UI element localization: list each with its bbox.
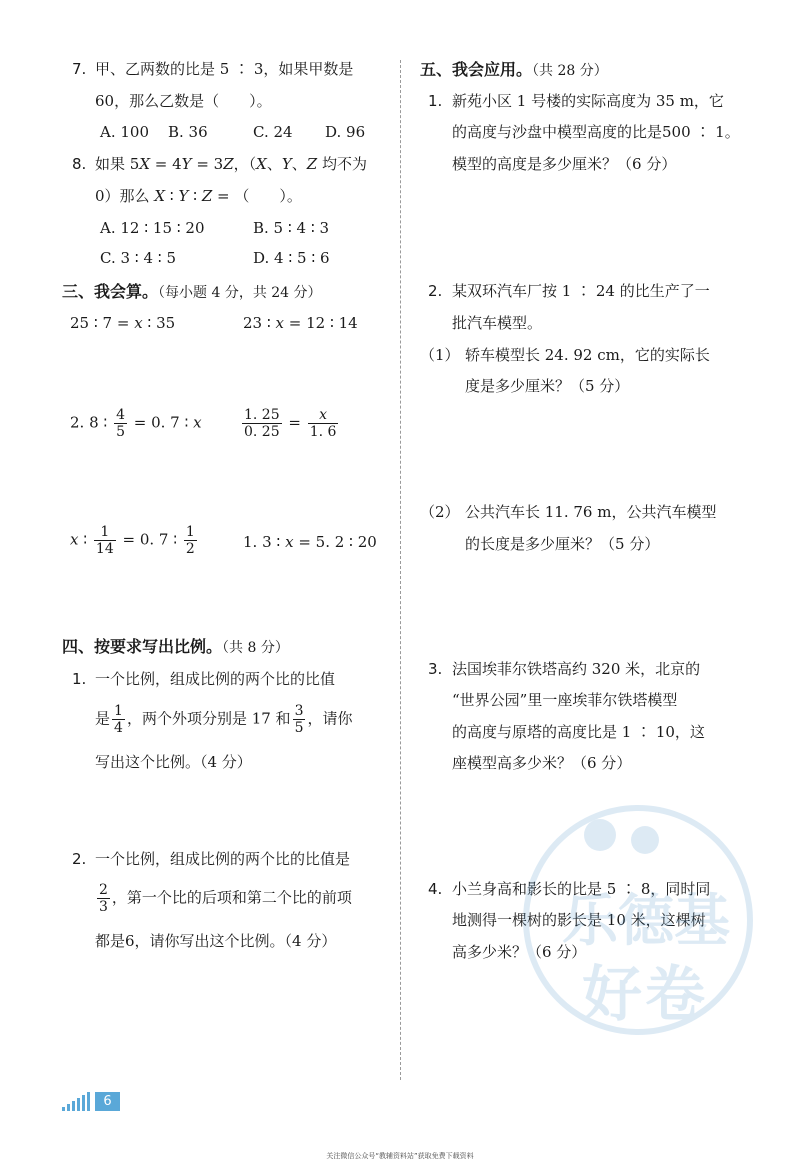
equation-3: 2. 8 ∶ $\frac{4}{5}$ = 0. 7 ∶ x <box>70 407 202 441</box>
q8-option-a: A. 12 ∶ 15 ∶ 20 <box>100 219 205 237</box>
s5-q4-line2: 地测得一棵树的影长是 10 米，这棵树 <box>452 911 706 929</box>
q8-option-d: D. 4 ∶ 5 ∶ 6 <box>253 249 330 267</box>
s5-q2-sub2-line2: 的长度是多少厘米？（5 分） <box>465 535 660 553</box>
q8-option-b: B. 5 ∶ 4 ∶ 3 <box>253 219 330 237</box>
q7-option-d: D. 96 <box>325 123 366 141</box>
section4-heading: 四、按要求写出比例。（共 8 分） <box>62 637 289 656</box>
section5-heading: 五、我会应用。（共 28 分） <box>420 60 608 79</box>
q7-line2: 60，那么乙数是（ ）。 <box>95 92 272 110</box>
q7-line1: 甲、乙两数的比是 5 ∶ 3，如果甲数是 <box>95 60 354 78</box>
s5-q2-number: 2. <box>428 282 443 300</box>
s5-q2-sub1-number: （1） <box>420 346 460 364</box>
page-number: 6 <box>95 1092 120 1111</box>
q7-option-a: A. 100 <box>100 123 149 141</box>
s5-q3-line2: “世界公园”里一座埃菲尔铁塔模型 <box>452 691 678 709</box>
column-divider <box>400 60 401 1080</box>
s5-q1-line3: 模型的高度是多少厘米？（6 分） <box>452 155 677 173</box>
s4-q1-number: 1. <box>72 670 87 688</box>
s4-q2-line3: 都是6，请你写出这个比例。（4 分） <box>95 932 337 950</box>
equation-6: 1. 3 ∶ x = 5. 2 ∶ 20 <box>243 533 377 551</box>
watermark-char-2: 德 <box>618 889 674 954</box>
s5-q2-line1: 某双环汽车厂按 1 ∶ 24 的比生产了一 <box>452 282 710 300</box>
q8-option-c: C. 3 ∶ 4 ∶ 5 <box>100 249 176 267</box>
s5-q3-line1: 法国埃菲尔铁塔高约 320 米，北京的 <box>452 660 701 678</box>
watermark-char-3: 基 <box>674 889 730 954</box>
s5-q2-line2: 批汽车模型。 <box>452 314 543 332</box>
s4-q2-line1: 一个比例，组成比例的两个比的比值是 <box>95 850 351 868</box>
equation-1: 25 ∶ 7 = x ∶ 35 <box>70 314 176 332</box>
s5-q2-sub1-line2: 度是多少厘米？（5 分） <box>465 377 630 395</box>
s4-q1-line3: 写出这个比例。（4 分） <box>95 753 252 771</box>
s5-q2-sub1-line1: 轿车模型长 24. 92 cm，它的实际长 <box>465 346 710 364</box>
s5-q4-line3: 高多少米？（6 分） <box>452 943 587 961</box>
s5-q2-sub2-line1: 公共汽车长 11. 76 m，公共汽车模型 <box>465 503 717 521</box>
q8-line1: 如果 5X = 4Y = 3Z，（X、Y、Z 均不为 <box>95 155 368 173</box>
s4-q1-line2: 是 $\frac{1}{4}$ ，两个外项分别是 17 和 $\frac{3}{5}$ ，请你 <box>95 703 353 737</box>
page-bars-icon <box>62 1092 96 1111</box>
equation-5: x ∶ $\frac{1}{14}$ = 0. 7 ∶ $\frac{1}{2}$ <box>70 524 195 558</box>
footer-text: 关注微信公众号“教辅资料站”获取免费下载资料 <box>326 1152 474 1160</box>
watermark-char-5: 卷 <box>645 960 705 1030</box>
section3-heading: 三、我会算。（每小题 4 分，共 24 分） <box>62 282 322 301</box>
s5-q3-number: 3. <box>428 660 443 678</box>
s4-q1-line1: 一个比例，组成比例的两个比的比值 <box>95 670 336 688</box>
s5-q3-line4: 座模型高多少米？（6 分） <box>452 754 632 772</box>
s5-q2-sub2-number: （2） <box>420 503 460 521</box>
s4-q2-line2: $\frac{2}{3}$ ，第一个比的后项和第二个比的前项 <box>99 882 352 916</box>
s5-q1-line2: 的高度与沙盘中模型高度的比是500 ∶ 1。 <box>452 123 740 141</box>
s4-q2-number: 2. <box>72 850 87 868</box>
q8-number: 8. <box>72 155 87 173</box>
s5-q4-number: 4. <box>428 880 443 898</box>
equation-4: $\frac{1. 25}{0. 25}$ = $\frac{x}{1. 6}$ <box>244 407 337 441</box>
s5-q1-number: 1. <box>428 92 443 110</box>
watermark-char-4: 好 <box>582 960 642 1030</box>
q8-line2: 0）那么 X ∶ Y ∶ Z = （ ）。 <box>95 187 302 205</box>
q7-number: 7. <box>72 60 87 78</box>
watermark-logo <box>520 790 755 1055</box>
s5-q1-line1: 新苑小区 1 号楼的实际高度为 35 m，它 <box>452 92 724 110</box>
q7-option-b: B. 36 <box>168 123 208 141</box>
s5-q3-line3: 的高度与原塔的高度比是 1 ∶ 10，这 <box>452 723 705 741</box>
s5-q4-line1: 小兰身高和影长的比是 5 ∶ 8，同时同 <box>452 880 711 898</box>
q7-option-c: C. 24 <box>253 123 293 141</box>
watermark-char-1: 乐 <box>562 889 618 954</box>
equation-2: 23 ∶ x = 12 ∶ 14 <box>243 314 358 332</box>
